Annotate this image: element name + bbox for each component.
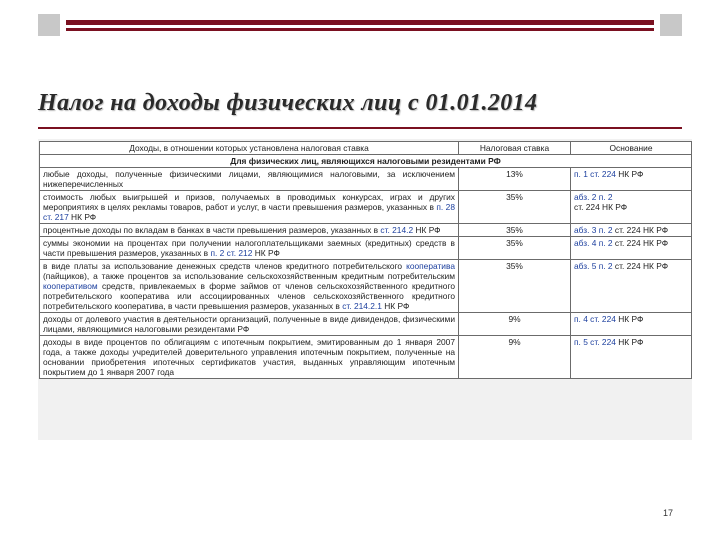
income-cell	[40, 336, 459, 379]
law-reference-link[interactable]: п. 1 ст. 224	[574, 169, 616, 179]
income-cell	[40, 168, 459, 191]
cell-text: (пайщиков), а также процентов за использование сельскохозяйственным кредитным потребительским	[43, 271, 455, 281]
cell-text: ст. 224 НК РФ	[612, 261, 669, 271]
cell-text: стоимость любых выигрышей и призов, получаемых в проводимых конкурсах, играх и других мероприятиях в целях рекламы товаров, работ и услуг, в части превышения размеров, указанных в	[43, 192, 455, 212]
basis-cell	[571, 224, 692, 237]
basis-cell	[571, 168, 692, 191]
law-reference-link[interactable]: п. 2 ст. 212	[210, 248, 253, 258]
rate-cell: 35%	[459, 260, 571, 313]
cell-text: НК РФ	[381, 301, 410, 311]
header-basis: Основание	[571, 142, 692, 155]
basis-cell	[571, 336, 692, 379]
rate-cell: 35%	[459, 191, 571, 224]
header-income: Доходы, в отношении которых установлена налоговая ставка	[40, 142, 459, 155]
cell-text: НК РФ	[615, 314, 644, 324]
cell-text: ст. 224 НК РФ	[612, 225, 669, 235]
title-underline	[38, 127, 682, 129]
basis-cell	[571, 237, 692, 260]
law-reference-link[interactable]: абз. 3 п. 2	[574, 225, 613, 235]
cell-text: ст. 224 НК РФ	[612, 238, 669, 248]
slide-title: Налог на доходы физических лиц с 01.01.2014	[38, 90, 538, 116]
cell-text: любые доходы, полученные физическими лицами, являющимися налоговыми, за исключением нижеперечисленных	[43, 169, 455, 189]
rate-cell: 9%	[459, 313, 571, 336]
law-reference-link[interactable]: п. 5 ст. 224	[574, 337, 616, 347]
tax-rate-table	[39, 141, 692, 379]
cell-text: доходы от долевого участия в деятельности организаций, полученные в виде дивидендов, физическими лицами, являющимися налоговыми резидентами РФ	[43, 314, 455, 334]
cell-text: НК РФ	[252, 248, 280, 258]
rate-cell: 9%	[459, 336, 571, 379]
table-row	[40, 260, 692, 313]
top-decorative-bar	[38, 14, 682, 36]
tax-rate-table-container	[38, 139, 692, 440]
basis-cell	[571, 260, 692, 313]
header-rate: Налоговая ставка	[459, 142, 571, 155]
rate-cell: 13%	[459, 168, 571, 191]
cell-text: НК РФ	[68, 212, 97, 222]
cell-text: в виде платы за использование денежных средств членов кредитного потребительского	[43, 261, 407, 271]
basis-cell	[571, 191, 692, 224]
income-cell	[40, 191, 459, 224]
decor-square-left	[38, 14, 60, 36]
cell-text: доходы в виде процентов по облигациям с ипотечным покрытием, эмитированным до 1 января 2007 года, а также доходы учредителей доверительного управления ипотечным покрытием, полученные на основании приобретения ипотечных сертификатов участия, выданных управляющим ипотечным покрытием до 1 января 2007 года	[43, 337, 455, 377]
section-title: Для физических лиц, являющихся налоговыми резидентами РФ	[40, 155, 692, 168]
income-cell	[40, 260, 459, 313]
table-row	[40, 237, 692, 260]
cell-text: ст. 224 НК РФ	[574, 202, 628, 212]
decor-square-right	[660, 14, 682, 36]
basis-cell	[571, 313, 692, 336]
income-cell	[40, 237, 459, 260]
law-reference-link[interactable]: п. 28 ст. 217	[43, 202, 455, 222]
law-reference-link[interactable]: абз. 2 п. 2	[574, 192, 613, 202]
law-reference-link[interactable]: ст. 214.2	[380, 225, 414, 235]
table-row	[40, 336, 692, 379]
cell-text: суммы экономии на процентах при получении налогоплательщиками заемных (кредитных) средств в части превышения размеров, указанных в	[43, 238, 455, 258]
table-row	[40, 168, 692, 191]
law-reference-link[interactable]: абз. 5 п. 2	[574, 261, 613, 271]
table-row	[40, 313, 692, 336]
table-row	[40, 191, 692, 224]
income-cell	[40, 313, 459, 336]
rate-cell: 35%	[459, 224, 571, 237]
section-row	[40, 155, 692, 168]
income-cell	[40, 224, 459, 237]
page-number: 17	[663, 508, 674, 518]
cell-text: НК РФ	[615, 337, 644, 347]
table-row	[40, 224, 692, 237]
law-reference-link[interactable]: абз. 4 п. 2	[574, 238, 613, 248]
law-reference-link[interactable]: п. 4 ст. 224	[574, 314, 616, 324]
decor-stripes	[66, 14, 654, 36]
table-header-row	[40, 142, 692, 155]
rate-cell: 35%	[459, 237, 571, 260]
law-reference-link[interactable]: кооператива	[406, 261, 455, 271]
cell-text: процентные доходы по вкладам в банках в части превышения размеров, указанных в	[43, 225, 381, 235]
cell-text: НК РФ	[413, 225, 441, 235]
cell-text: НК РФ	[615, 169, 644, 179]
cell-text: средств, привлекаемых в форме займов от членов сельскохозяйственного кредитного потребительского кооператива или ассоциированных членов сельскохозяйственного кредитного потребительского кооператива, в части превышения размеров, указанных в	[43, 281, 455, 311]
law-reference-link[interactable]: кооперативом	[43, 281, 98, 291]
law-reference-link[interactable]: ст. 214.2.1	[342, 301, 382, 311]
